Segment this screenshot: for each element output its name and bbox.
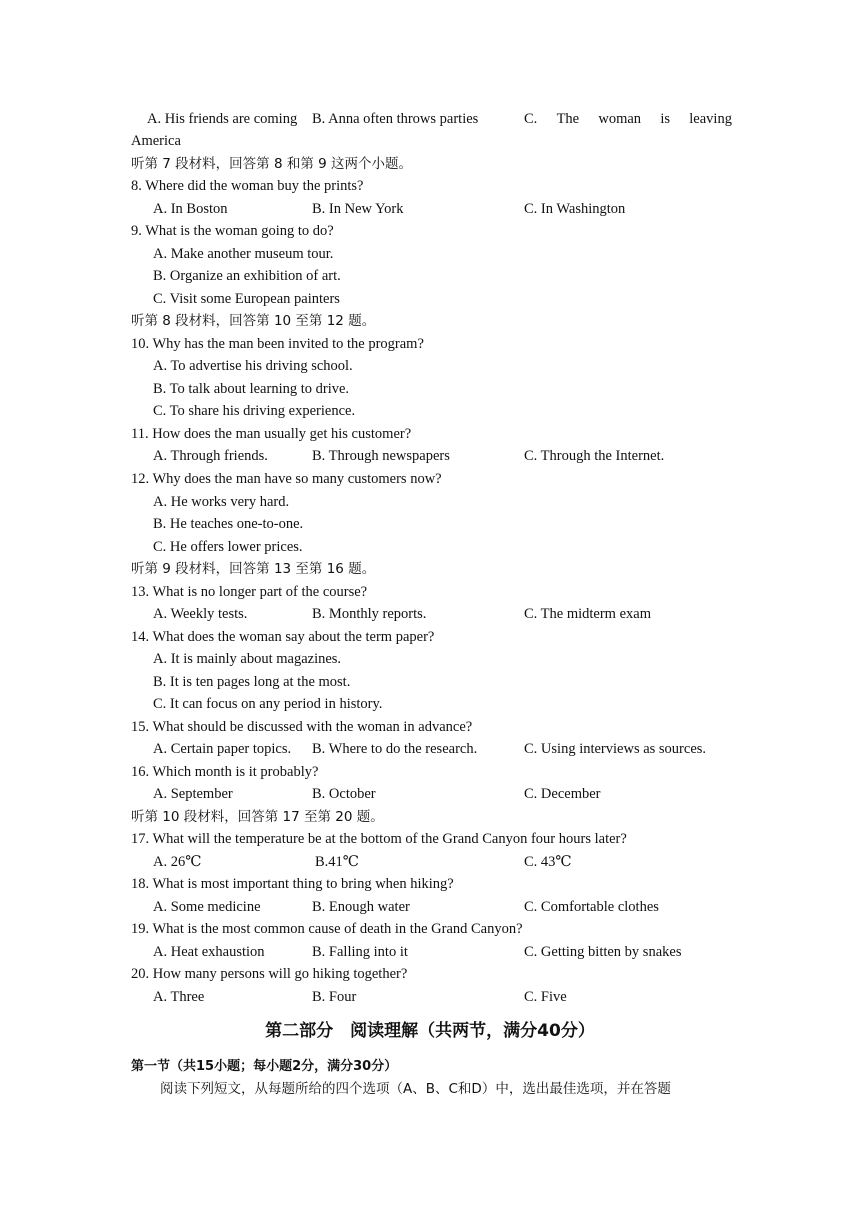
q14-stem: 14. What does the woman say about the term paper? (131, 629, 435, 645)
q9-option-b: B. Organize an exhibition of art. (153, 268, 341, 284)
q12-option-a: A. He works very hard. (153, 494, 290, 510)
q11-stem: 11. How does the man usually get his customer? (131, 426, 412, 442)
q7-option-c-word: woman (598, 111, 642, 127)
q15-option-c: C. Using interviews as sources. (524, 741, 707, 757)
reading-instruction: 阅读下列短文，从每题所给的四个选项（A、B、C和D）中，选出最佳选项，并在答题 (160, 1081, 671, 1097)
q17-options (0, 853, 860, 871)
q7-option-c-word: leaving (689, 111, 732, 127)
q7-option-c-word: is (660, 111, 670, 127)
q7-option-c-continued: America (131, 133, 181, 149)
q10-option-a: A. To advertise his driving school. (153, 358, 353, 374)
q20-options (0, 988, 860, 1006)
part-2-title: 第二部分 阅读理解（共两节，满分40分） (265, 1021, 595, 1041)
q13-option-a: A. Weekly tests. (153, 606, 248, 622)
q8-options (0, 200, 860, 218)
section-10-heading: 听第 10 段材料，回答第 17 至第 20 题。 (131, 809, 384, 825)
q16-option-c: C. December (524, 786, 601, 802)
q17-stem: 17. What will the temperature be at the bottom of the Grand Canyon four hours later? (131, 831, 627, 847)
q13-option-b: B. Monthly reports. (312, 606, 427, 622)
q7-option-b: B. Anna often throws parties (312, 111, 479, 127)
q20-option-c: C. Five (524, 989, 567, 1005)
q11-option-c: C. Through the Internet. (524, 448, 665, 464)
q18-option-b: B. Enough water (312, 899, 410, 915)
q12-option-c: C. He offers lower prices. (153, 539, 303, 555)
q17-option-c: C. 43℃ (524, 854, 572, 870)
q15-options (0, 740, 860, 758)
q18-stem: 18. What is most important thing to bring when hiking? (131, 876, 454, 892)
q19-option-a: A. Heat exhaustion (153, 944, 265, 960)
q10-option-b: B. To talk about learning to drive. (153, 381, 350, 397)
q15-option-b: B. Where to do the research. (312, 741, 478, 757)
q18-option-c: C. Comfortable clothes (524, 899, 659, 915)
section-8-heading: 听第 8 段材料，回答第 10 至第 12 题。 (131, 313, 376, 329)
q11-option-b: B. Through newspapers (312, 448, 450, 464)
q12-option-b: B. He teaches one-to-one. (153, 516, 304, 532)
q19-stem: 19. What is the most common cause of death in the Grand Canyon? (131, 921, 523, 937)
q20-option-a: A. Three (153, 989, 205, 1005)
q17-option-a: A. 26℃ (153, 854, 202, 870)
q20-stem: 20. How many persons will go hiking together? (131, 966, 408, 982)
q12-stem: 12. Why does the man have so many customers now? (131, 471, 442, 487)
q16-option-a: A. September (153, 786, 233, 802)
section-7-heading: 听第 7 段材料，回答第 8 和第 9 这两个小题。 (131, 156, 413, 172)
q17-option-b: B.41℃ (315, 854, 360, 870)
section-9-heading: 听第 9 段材料，回答第 13 至第 16 题。 (131, 561, 376, 577)
q14-option-c: C. It can focus on any period in history. (153, 696, 383, 712)
q7-options (0, 110, 860, 128)
q7-option-c-word: C. (524, 111, 538, 127)
q9-option-c: C. Visit some European painters (153, 291, 340, 307)
q10-stem: 10. Why has the man been invited to the program? (131, 336, 424, 352)
q11-options (0, 447, 860, 465)
q8-option-b: B. In New York (312, 201, 404, 217)
q19-options (0, 943, 860, 961)
q20-option-b: B. Four (312, 989, 357, 1005)
q9-stem: 9. What is the woman going to do? (131, 223, 334, 239)
q16-option-b: B. October (312, 786, 376, 802)
q15-option-a: A. Certain paper topics. (153, 741, 292, 757)
q14-option-a: A. It is mainly about magazines. (153, 651, 342, 667)
q8-stem: 8. Where did the woman buy the prints? (131, 178, 364, 194)
q7-option-c (524, 110, 732, 128)
q16-options (0, 785, 860, 803)
q16-stem: 16. Which month is it probably? (131, 764, 319, 780)
section-1-title: 第一节（共15小题；每小题2分，满分30分） (131, 1059, 398, 1074)
q13-stem: 13. What is no longer part of the course? (131, 584, 368, 600)
q18-option-a: A. Some medicine (153, 899, 261, 915)
q13-options (0, 605, 860, 623)
q18-options (0, 898, 860, 916)
q11-option-a: A. Through friends. (153, 448, 268, 464)
q8-option-c: C. In Washington (524, 201, 626, 217)
q19-option-c: C. Getting bitten by snakes (524, 944, 682, 960)
q7-option-c-word: The (556, 111, 580, 127)
q19-option-b: B. Falling into it (312, 944, 408, 960)
q9-option-a: A. Make another museum tour. (153, 246, 334, 262)
q13-option-c: C. The midterm exam (524, 606, 651, 622)
q15-stem: 15. What should be discussed with the woman in advance? (131, 719, 473, 735)
q14-option-b: B. It is ten pages long at the most. (153, 674, 351, 690)
q10-option-c: C. To share his driving experience. (153, 403, 356, 419)
q8-option-a: A. In Boston (153, 201, 228, 217)
q7-option-a: A. His friends are coming (147, 111, 298, 127)
